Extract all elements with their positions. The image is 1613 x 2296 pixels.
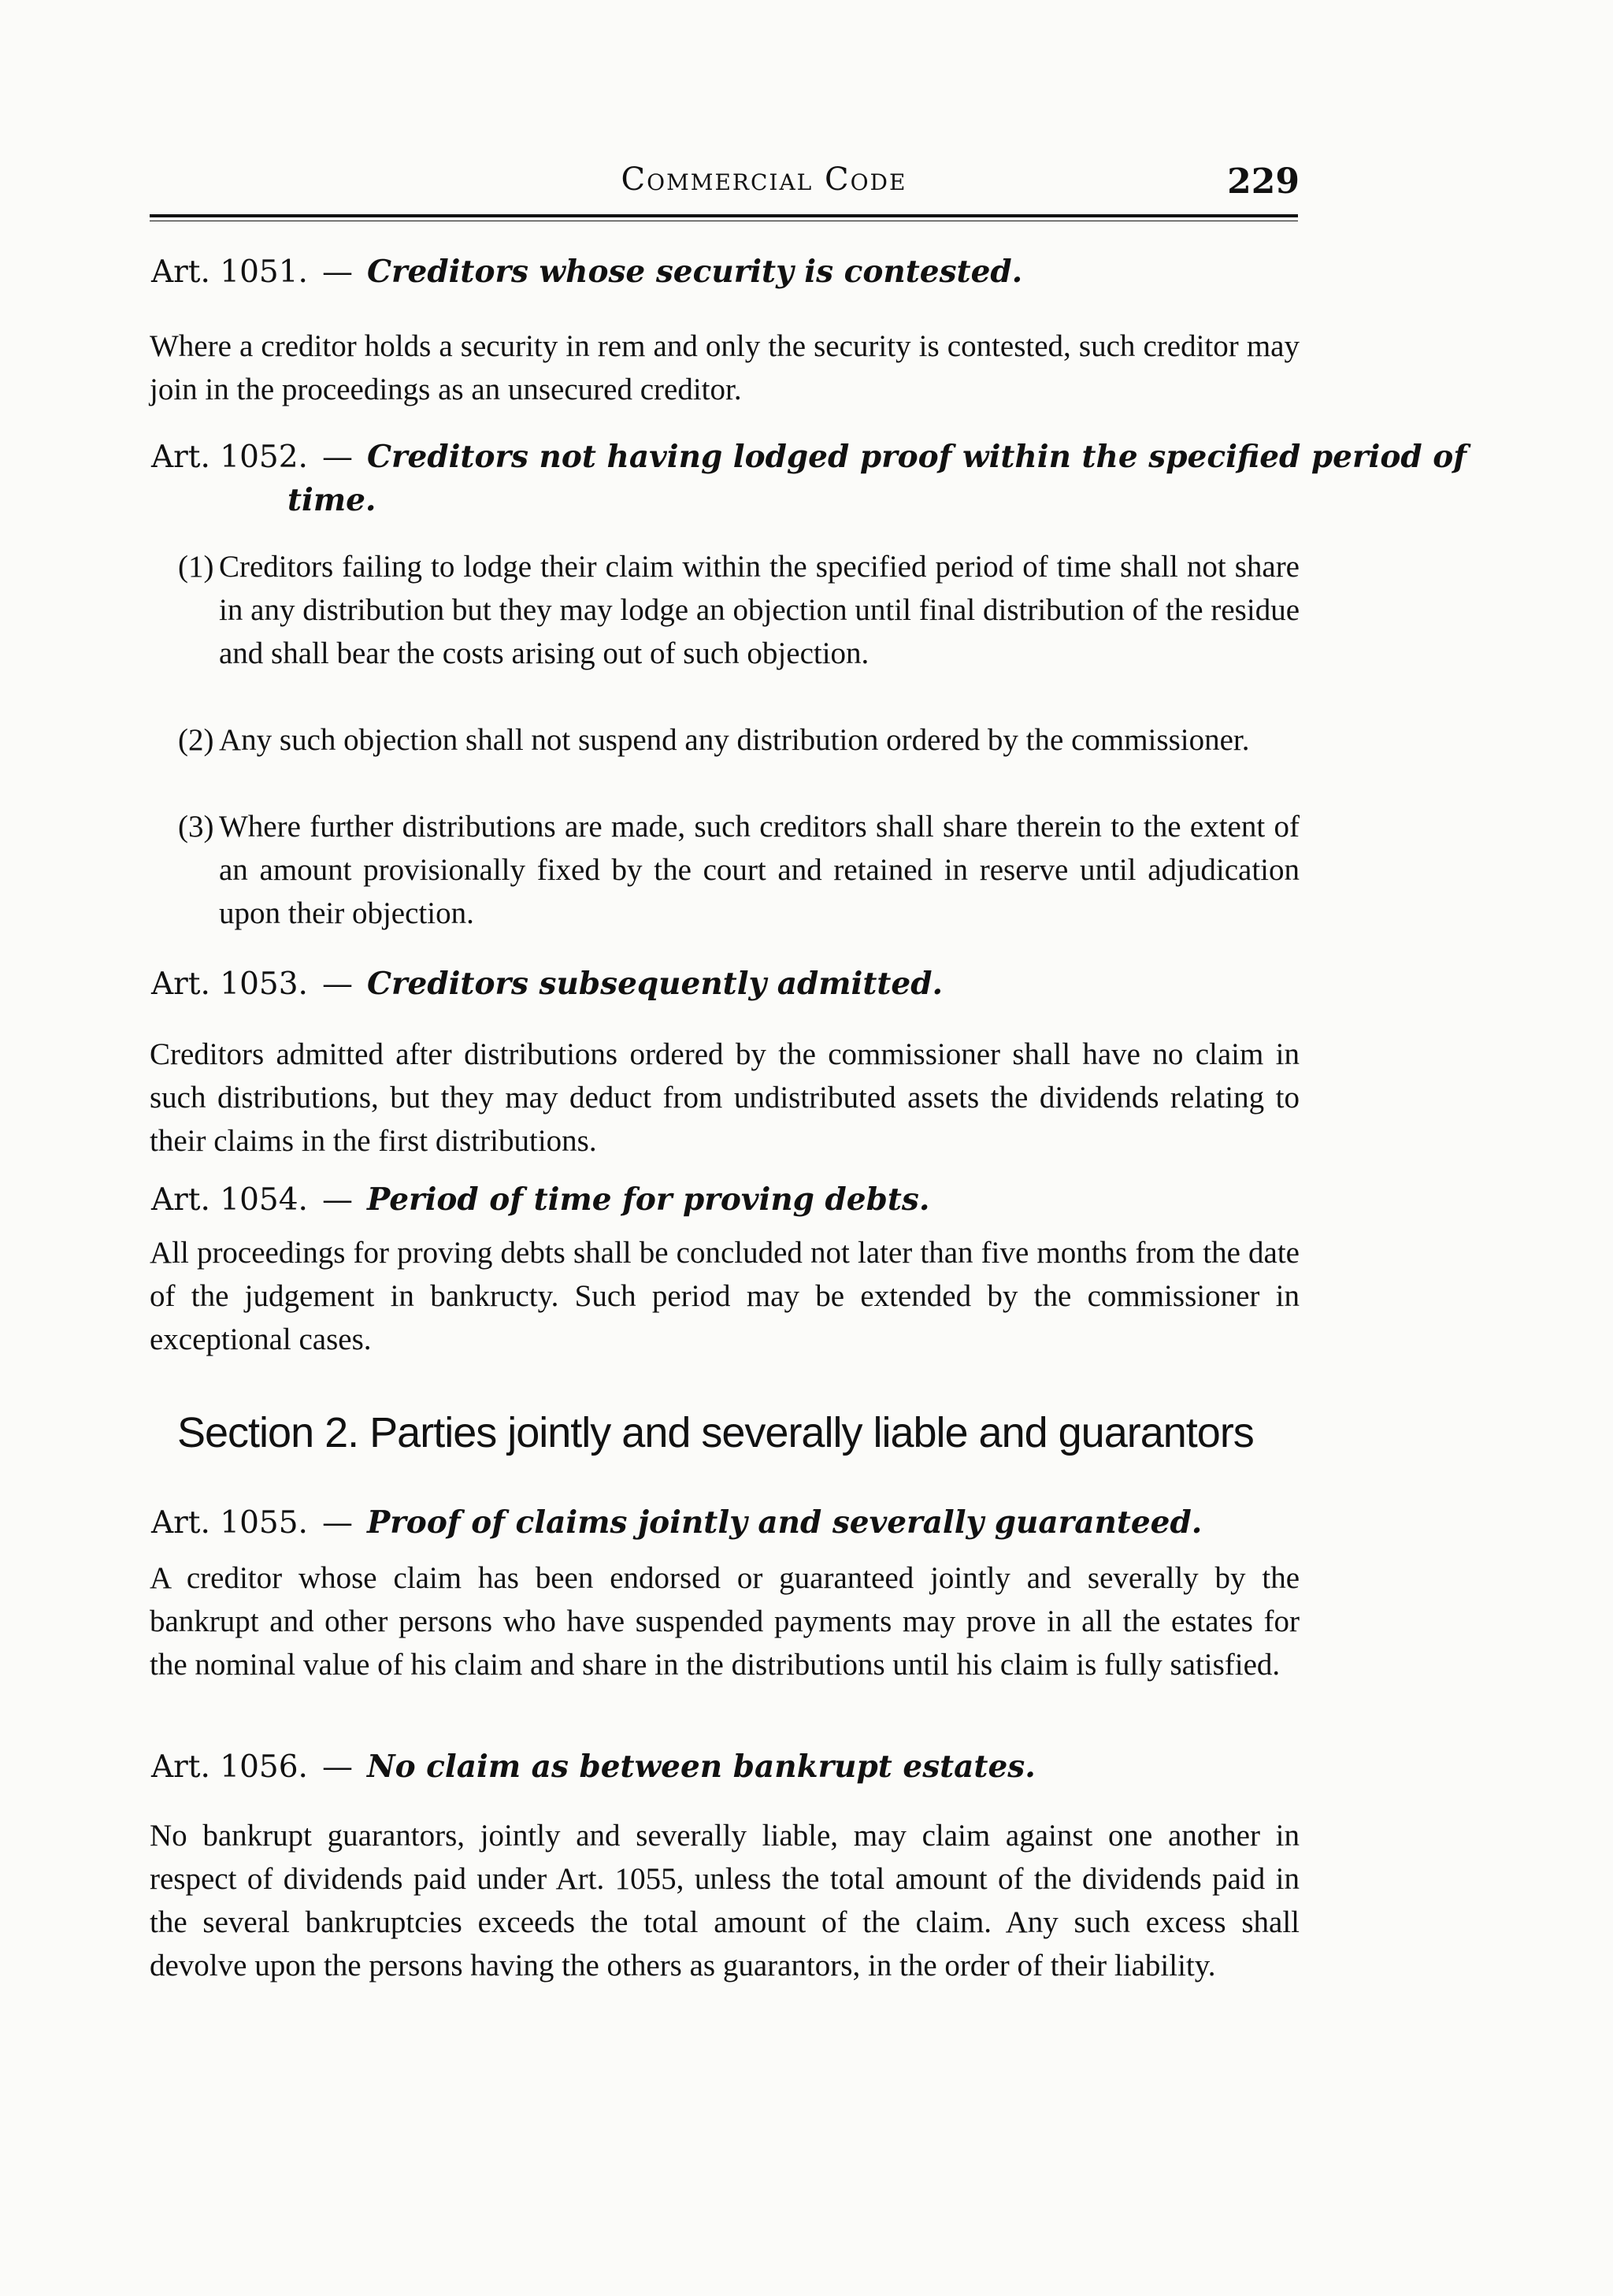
item-text: Any such objection shall not suspend any distribution ordered by the commissioner. <box>219 723 1250 757</box>
running-header-title: Commercial Code <box>621 161 907 198</box>
article-number: Art. 1052. <box>151 440 308 475</box>
article-title: Creditors not having lodged proof within the specified period of <box>366 439 1467 475</box>
article-body: No bankrupt guarantors, jointly and severally liable, may claim against one another in respect of dividends paid under Art. 1055, unless the total amount of the dividends paid in the several bankruptcies exceeds the total amount of the claim. Any such excess shall devolve upon the persons having the others as guarantors, in the order of their liability. <box>150 1819 1300 1983</box>
page-number: 229 <box>1227 161 1300 202</box>
item-text: Creditors failing to lodge their claim within the specified period of time shall not share in any distribution but they may lodge an objection until final distribution of the residue and shall bear the costs arising out of such objection. <box>219 550 1300 670</box>
article-heading <box>151 439 1467 475</box>
article-heading <box>151 1181 929 1218</box>
article-title: Period of time for proving debts. <box>366 1181 930 1218</box>
em-dash: — <box>321 254 353 290</box>
em-dash: — <box>321 440 353 475</box>
article-number: Art. 1054. <box>151 1182 308 1218</box>
item-marker: (1) <box>178 550 214 584</box>
article-title: Proof of claims jointly and severally guaranteed. <box>366 1504 1203 1541</box>
header-rule <box>150 214 1298 217</box>
article-title: Creditors whose security is contested. <box>366 254 1023 290</box>
em-dash: — <box>321 1749 353 1785</box>
em-dash: — <box>321 1505 353 1541</box>
article-heading <box>151 966 943 1002</box>
section-heading: Section 2. Parties jointly and severally liable and guarantors <box>177 1409 1254 1456</box>
article-number: Art. 1051. <box>151 254 308 290</box>
article-body: Creditors admitted after distributions ordered by the commissioner shall have no claim in such distributions, but they may deduct from undistributed assets the dividends relating to their claims in the first distributions. <box>150 1037 1300 1158</box>
article-body: Where a creditor holds a security in rem and only the security is contested, such creditor may join in the proceedings as an unsecured creditor. <box>150 329 1300 406</box>
article-number: Art. 1053. <box>151 966 308 1002</box>
article-title-continued: time. <box>287 482 376 518</box>
item-marker: (3) <box>178 810 214 844</box>
article-body: All proceedings for proving debts shall be concluded not later than five months from the date of the judgement in bankructy. Such period may be extended by the commissioner in exceptional cases. <box>150 1236 1300 1356</box>
article-heading <box>151 1749 1036 1785</box>
article-title: Creditors subsequently admitted. <box>366 966 944 1002</box>
em-dash: — <box>321 966 353 1002</box>
article-number: Art. 1055. <box>151 1505 308 1541</box>
item-text: Where further distributions are made, such creditors shall share therein to the extent of an amount provisionally fixed by the court and retained in reserve until adjudication upon their objection. <box>219 810 1300 930</box>
em-dash: — <box>321 1182 353 1218</box>
article-heading <box>151 254 1022 290</box>
article-heading <box>151 1504 1202 1541</box>
item-marker: (2) <box>178 723 214 757</box>
article-title: No claim as between bankrupt estates. <box>366 1749 1036 1785</box>
article-number: Art. 1056. <box>151 1749 308 1785</box>
article-body: A creditor whose claim has been endorsed or guaranteed jointly and severally by the bankrupt and other persons who have suspended payments may prove in all the estates for the nominal value of his claim and share in the distributions until his claim is fully satisfied. <box>150 1561 1300 1682</box>
